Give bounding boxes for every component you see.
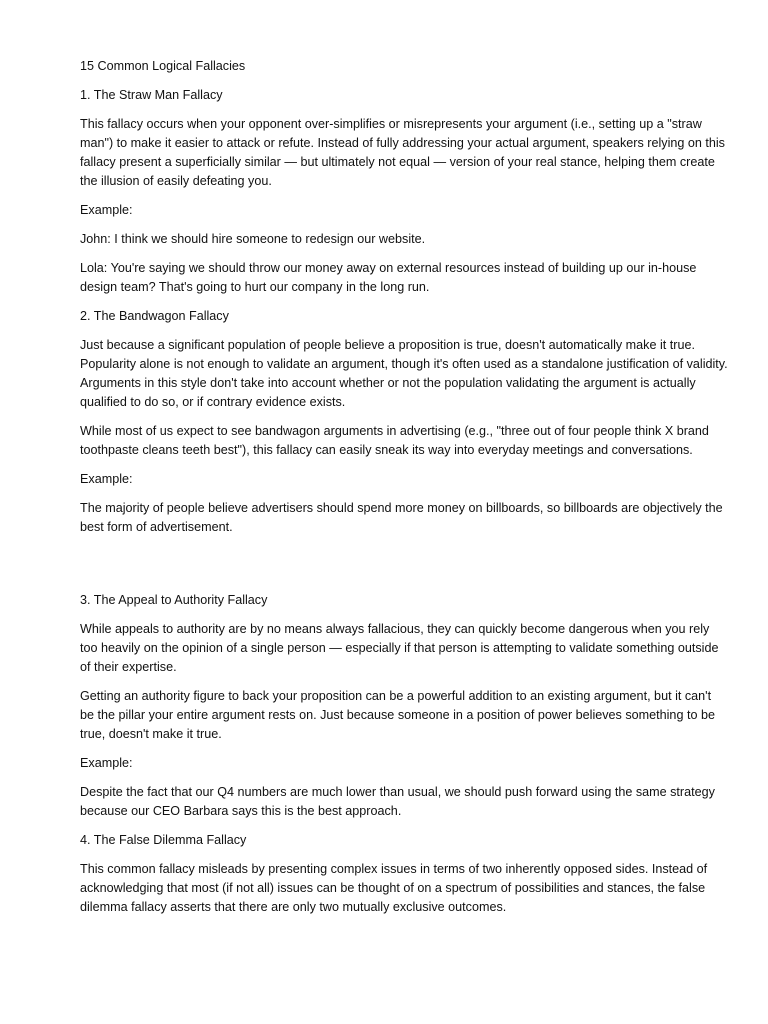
- paragraph: Just because a significant population of people believe a proposition is true, doesn't automatically make it true. Popularity alone is not enough to validate an argument, though it's often used as a standalone justification of validity. Arguments in this style don't take into account whether or not the population validating the argument is actually qualified to do so, or if contrary evidence exists.: [80, 338, 728, 409]
- paragraph: John: I think we should hire someone to redesign our website.: [80, 232, 426, 246]
- example-label: Example:: [80, 756, 133, 770]
- paragraph: While appeals to authority are by no means always fallacious, they can quickly become dangerous when you rely too heavily on the opinion of a single person — especially if that person is attempting to validate something outside of their expertise.: [80, 622, 719, 674]
- section-heading-false-dilemma: 4. The False Dilemma Fallacy: [80, 833, 247, 847]
- paragraph: Despite the fact that our Q4 numbers are much lower than usual, we should push forward using the same strategy because our CEO Barbara says this is the best approach.: [80, 785, 715, 818]
- paragraph: This common fallacy misleads by presenting complex issues in terms of two inherently opposed sides. Instead of acknowledging that most (if not all) issues can be thought of on a spectrum of possibilities and stances, the false dilemma fallacy asserts that there are only two mutually exclusive outcomes.: [80, 862, 708, 914]
- section-heading-straw-man: 1. The Straw Man Fallacy: [80, 88, 223, 102]
- paragraph: The majority of people believe advertisers should spend more money on billboards, so billboards are objectively the best form of advertisement.: [80, 501, 723, 534]
- example-label: Example:: [80, 203, 133, 217]
- section-heading-bandwagon: 2. The Bandwagon Fallacy: [80, 309, 229, 323]
- paragraph: This fallacy occurs when your opponent over-simplifies or misrepresents your argument (i.e., setting up a "straw man") to make it easier to attack or refute. Instead of fully addressing your actual argument, speakers relying on this fallacy present a superficially similar — but ultimately not equal — version of your real stance, helping them create the illusion of easily defeating you.: [80, 117, 725, 188]
- example-label: Example:: [80, 472, 133, 486]
- section-heading-appeal-to-authority: 3. The Appeal to Authority Fallacy: [80, 593, 268, 607]
- paragraph: Lola: You're saying we should throw our money away on external resources instead of building up our in-house design team? That's going to hurt our company in the long run.: [80, 261, 697, 294]
- paragraph: Getting an authority figure to back your proposition can be a powerful addition to an existing argument, but it can't be the pillar your entire argument rests on. Just because someone in a position of power believes something to be true, doesn't make it true.: [80, 689, 715, 741]
- blank-gap: [80, 547, 728, 591]
- paragraph: While most of us expect to see bandwagon arguments in advertising (e.g., "three out of four people think X brand toothpaste cleans teeth best"), this fallacy can easily sneak its way into everyday meetings and conversations.: [80, 424, 709, 457]
- document-title: 15 Common Logical Fallacies: [80, 59, 246, 73]
